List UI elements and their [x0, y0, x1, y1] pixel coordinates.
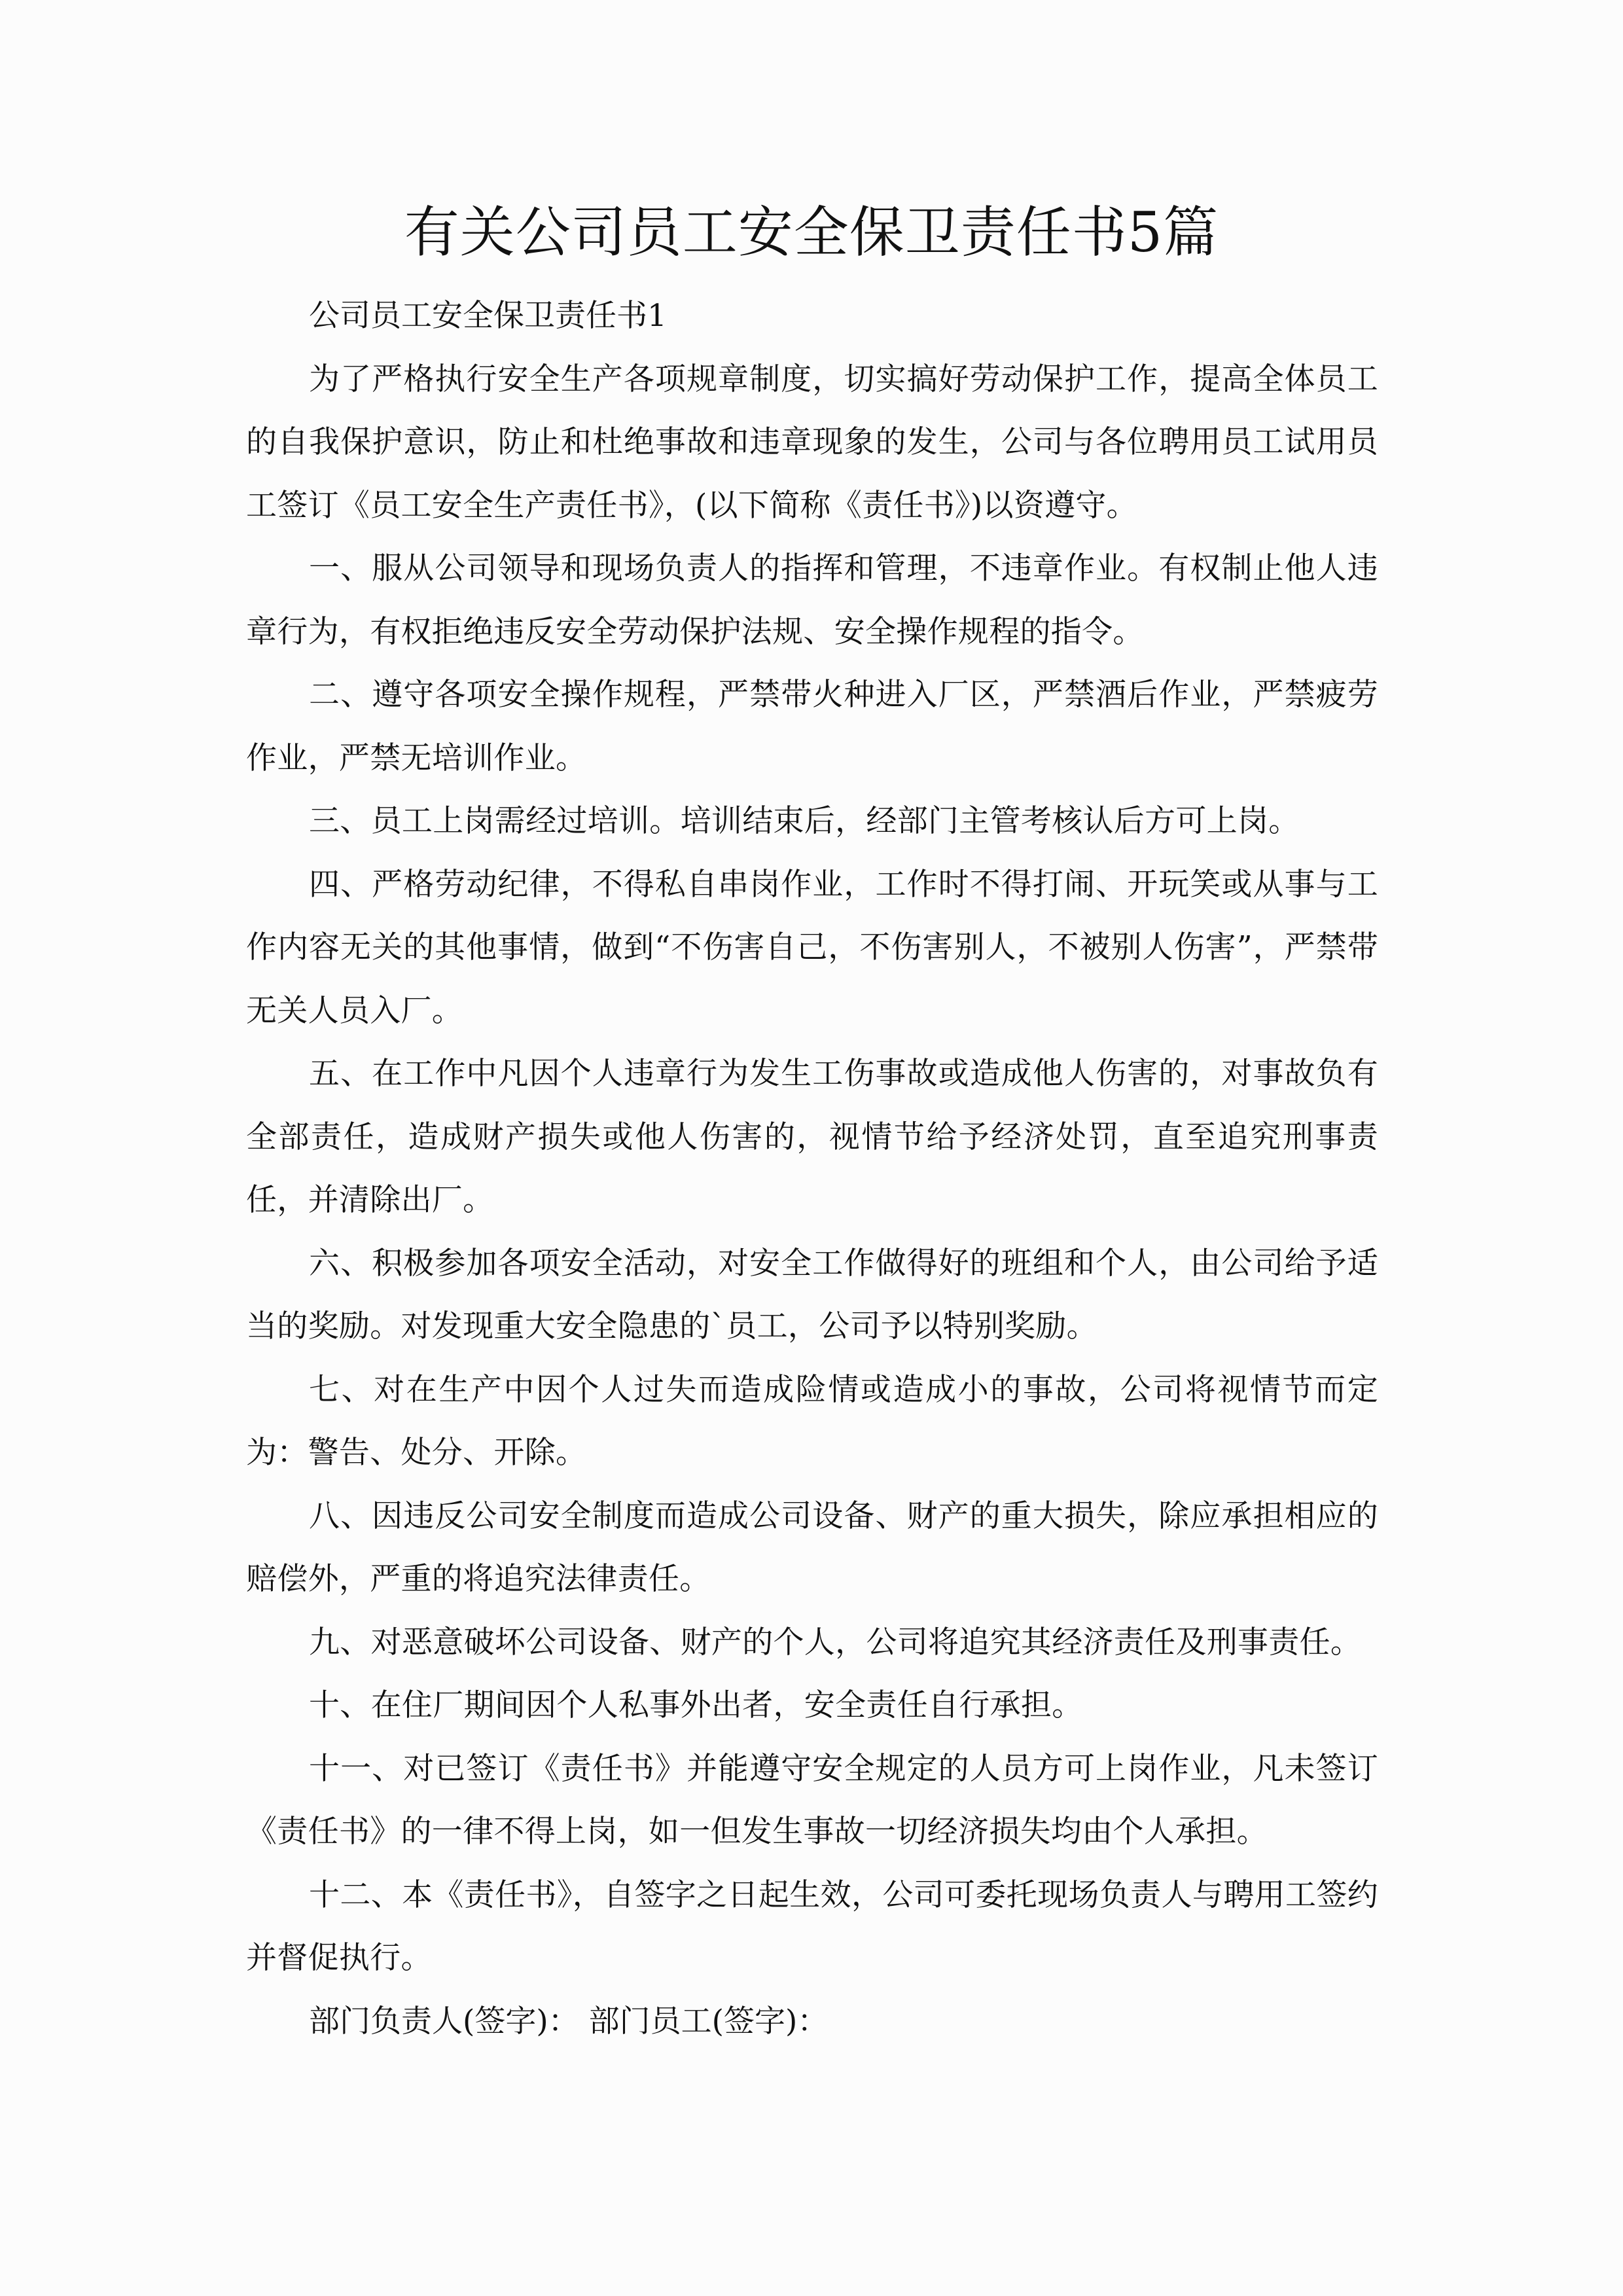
- document-title: 有关公司员工安全保卫责任书5篇: [404, 200, 1219, 264]
- clause-5: 五、在工作中凡因个人违章行为发生工伤事故或造成他人伤害的，对事故负有全部责任，造成财产损失或他人伤害的，视情节给予经济处罚，直至追究刑事责任，并清除出厂。: [246, 1056, 1378, 1218]
- document-body: [246, 285, 1378, 2053]
- clause-1: 一、服从公司领导和现场负责人的指挥和管理，不违章作业。有权制止他人违章行为，有权拒绝违反安全劳动保护法规、安全操作规程的指令。: [246, 550, 1378, 650]
- clause-11: 十一、对已签订《责任书》并能遵守安全规定的人员方可上岗作业，凡未签订《责任书》的一律不得上岗，如一但发生事故一切经济损失均由个人承担。: [246, 1750, 1378, 1850]
- clause-6: 六、积极参加各项安全活动，对安全工作做得好的班组和个人，由公司给予适当的奖励。对发现重大安全隐患的`员工，公司予以特别奖励。: [246, 1245, 1378, 1344]
- signature-line: [246, 1990, 1378, 2054]
- intro-paragraph: 为了严格执行安全生产各项规章制度，切实搞好劳动保护工作，提高全体员工的自我保护意识，防止和杜绝事故和违章现象的发生，公司与各位聘用员工试用员工签订《员工安全生产责任书》，(以下简称《责任书》)以资遵守。: [246, 361, 1378, 524]
- clause-10: 十、在住厂期间因个人私事外出者，安全责任自行承担。: [309, 1687, 1083, 1723]
- clause-4: 四、严格劳动纪律，不得私自串岗作业，工作时不得打闹、开玩笑或从事与工作内容无关的其他事情，做到“不伤害自己，不伤害别人，不被别人伤害”，严禁带无关人员入厂。: [246, 866, 1378, 1029]
- manager-signature-label: 部门负责人(签字)：: [309, 2003, 579, 2039]
- employee-signature-label: 部门员工(签字)：: [588, 2003, 829, 2039]
- clause-8: 八、因违反公司安全制度而造成公司设备、财产的重大损失，除应承担相应的赔偿外，严重的将追究法律责任。: [246, 1498, 1378, 1597]
- clause-2: 二、遵守各项安全操作规程，严禁带火种进入厂区，严禁酒后作业，严禁疲劳作业，严禁无培训作业。: [246, 677, 1378, 776]
- section-heading: 公司员工安全保卫责任书1: [309, 298, 667, 334]
- clause-7: 七、对在生产中因个人过失而造成险情或造成小的事故，公司将视情节而定为：警告、处分、开除。: [246, 1371, 1378, 1471]
- clause-3: 三、员工上岗需经过培训。培训结束后，经部门主管考核认后方可上岗。: [309, 803, 1300, 839]
- clause-9: 九、对恶意破坏公司设备、财产的个人，公司将追究其经济责任及刑事责任。: [309, 1624, 1362, 1660]
- clause-12: 十二、本《责任书》，自签字之日起生效，公司可委托现场负责人与聘用工签约并督促执行。: [246, 1876, 1378, 1976]
